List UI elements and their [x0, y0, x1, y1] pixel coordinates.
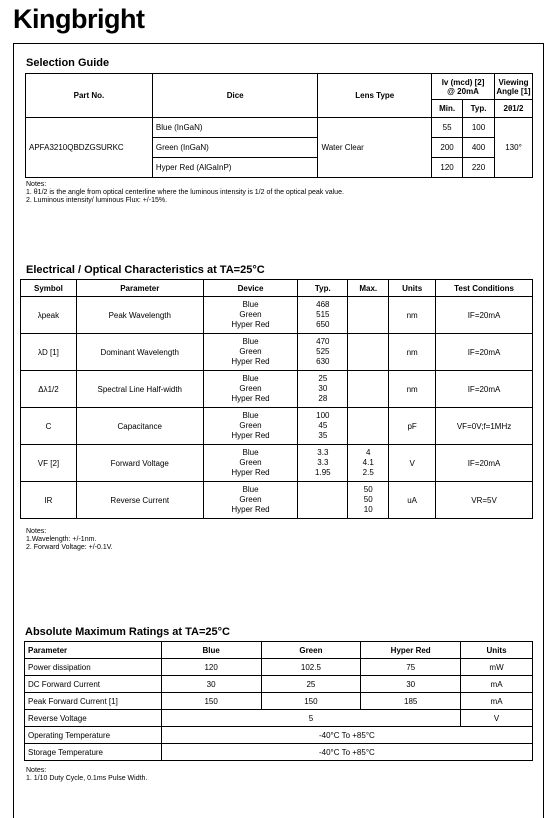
device-cell — [203, 482, 298, 519]
header-iv-line2: @ 20mA — [447, 86, 479, 96]
device-cell-line: Blue — [242, 374, 259, 383]
param-reverse-voltage: Reverse Voltage — [25, 710, 162, 727]
typ-cell-line: 25 — [318, 374, 328, 383]
device-cell-line: Hyper Red — [231, 431, 270, 440]
device-cell-line: Green — [239, 310, 262, 319]
typ-cell-line: 630 — [316, 357, 330, 366]
max-cell — [348, 482, 389, 519]
note-line: 2. Forward Voltage: +/-0.1V. — [26, 544, 113, 551]
device-cell-line: Green — [239, 495, 262, 504]
note-line: Notes: — [26, 767, 47, 774]
parameter-cell: Capacitance — [76, 408, 203, 445]
device-cell — [203, 334, 298, 371]
header-view-sub: 2θ1/2 — [494, 100, 532, 118]
max-cell-line: 50 — [363, 495, 373, 504]
dice-cell: Hyper Red (AlGaInP) — [152, 158, 318, 178]
device-cell — [203, 297, 298, 334]
device-cell-line: Green — [239, 384, 262, 393]
value-green: 102.5 — [261, 659, 361, 676]
symbol-cell: C — [21, 408, 77, 445]
value-span: 5 — [161, 710, 460, 727]
typ-cell-line: 28 — [318, 394, 328, 403]
max-cell-line: 4 — [366, 448, 371, 457]
value-hyper-red: 185 — [361, 693, 461, 710]
device-cell-line: Hyper Red — [231, 320, 270, 329]
typ-cell-line: 35 — [318, 431, 328, 440]
part-number: APFA3210QBDZGSURKC — [26, 118, 153, 178]
max-cell-line: 2.5 — [362, 468, 374, 477]
iv-min-cell: 120 — [432, 158, 463, 178]
symbol-cell: VF [2] — [21, 445, 77, 482]
value-span-all: -40°C To +85°C — [161, 727, 532, 744]
typ-cell-line: 3.3 — [317, 458, 329, 467]
max-cell-line: 4.1 — [362, 458, 374, 467]
typ-cell-line: 45 — [318, 421, 328, 430]
device-cell-line: Blue — [242, 448, 259, 457]
device-cell-line: Blue — [242, 300, 259, 309]
max-cell — [348, 334, 389, 371]
header-device: Device — [203, 280, 298, 297]
header-test-conditions: Test Conditions — [436, 280, 533, 297]
test-condition-cell: IF=20mA — [436, 445, 533, 482]
header-units: Units — [389, 280, 436, 297]
header-view-line1: Viewing — [498, 77, 529, 87]
absolute-notes — [26, 767, 147, 783]
header-lens-type: Lens Type — [318, 74, 432, 118]
selection-notes — [26, 181, 344, 205]
device-cell-line: Green — [239, 421, 262, 430]
value-hyper-red: 75 — [361, 659, 461, 676]
electrical-row — [21, 297, 533, 334]
device-cell-line: Hyper Red — [231, 357, 270, 366]
header-green: Green — [261, 642, 361, 659]
typ-cell — [298, 334, 348, 371]
iv-min-cell: 200 — [432, 138, 463, 158]
value-hyper-red: 30 — [361, 676, 461, 693]
units-cell: uA — [389, 482, 436, 519]
parameter-cell: Forward Voltage — [76, 445, 203, 482]
note-line: 1. 1/10 Duty Cycle, 0.1ms Pulse Width. — [26, 775, 148, 782]
note-line: Notes: — [26, 181, 47, 188]
header-viewing-angle — [494, 74, 532, 100]
typ-cell-line: 100 — [316, 411, 330, 420]
typ-cell-line: 1.95 — [315, 468, 331, 477]
selection-guide-table — [25, 73, 533, 178]
param-peak-forward-current: Peak Forward Current [1] — [25, 693, 162, 710]
max-cell-line: 10 — [363, 505, 373, 514]
device-cell-line: Blue — [242, 411, 259, 420]
header-max: Max. — [348, 280, 389, 297]
max-cell — [348, 371, 389, 408]
param-operating-temperature: Operating Temperature — [25, 727, 162, 744]
device-cell-line: Green — [239, 458, 262, 467]
note-line: 1. θ1/2 is the angle from optical centerline where the luminous intensity is 1/2 of the optical peak value. — [26, 189, 344, 196]
electrical-row — [21, 482, 533, 519]
selection-guide-title: Selection Guide — [26, 57, 110, 69]
units-cell: pF — [389, 408, 436, 445]
value-units: V — [461, 710, 533, 727]
value-blue: 150 — [161, 693, 261, 710]
value-units: mA — [461, 693, 533, 710]
symbol-cell: λD [1] — [21, 334, 77, 371]
parameter-cell: Reverse Current — [76, 482, 203, 519]
iv-typ-cell: 400 — [463, 138, 495, 158]
absolute-table — [24, 641, 533, 761]
max-cell — [348, 408, 389, 445]
parameter-cell: Dominant Wavelength — [76, 334, 203, 371]
value-units: mA — [461, 676, 533, 693]
value-units: mW — [461, 659, 533, 676]
absolute-title: Absolute Maximum Ratings at TA=25°C — [25, 626, 230, 638]
electrical-title: Electrical / Optical Characteristics at TA=25°C — [26, 264, 265, 276]
parameter-cell: Peak Wavelength — [76, 297, 203, 334]
symbol-cell: λpeak — [21, 297, 77, 334]
typ-cell-line: 30 — [318, 384, 328, 393]
value-green: 150 — [261, 693, 361, 710]
param-storage-temperature: Storage Temperature — [25, 744, 162, 761]
symbol-cell: Δλ1/2 — [21, 371, 77, 408]
iv-typ-cell: 220 — [463, 158, 495, 178]
header-iv-line1: Iv (mcd) [2] — [441, 77, 485, 87]
device-cell — [203, 408, 298, 445]
header-iv — [432, 74, 495, 100]
symbol-cell: IR — [21, 482, 77, 519]
electrical-row — [21, 334, 533, 371]
typ-cell — [298, 297, 348, 334]
header-part-no: Part No. — [26, 74, 153, 118]
param-power-dissipation: Power dissipation — [25, 659, 162, 676]
header-blue: Blue — [161, 642, 261, 659]
note-line: Notes: — [26, 528, 47, 535]
dice-cell: Green (InGaN) — [152, 138, 318, 158]
typ-cell-line: 468 — [316, 300, 330, 309]
device-cell-line: Hyper Red — [231, 468, 270, 477]
test-condition-cell: IF=20mA — [436, 334, 533, 371]
viewing-angle: 130° — [494, 118, 532, 178]
header-typ: Typ. — [298, 280, 348, 297]
header-parameter: Parameter — [25, 642, 162, 659]
param-dc-forward-current: DC Forward Current — [25, 676, 162, 693]
value-green: 25 — [261, 676, 361, 693]
header-units: Units — [461, 642, 533, 659]
value-span-all: -40°C To +85°C — [161, 744, 532, 761]
units-cell: nm — [389, 334, 436, 371]
device-cell-line: Blue — [242, 337, 259, 346]
header-view-line2: Angle [1] — [496, 86, 531, 96]
device-cell — [203, 445, 298, 482]
header-symbol: Symbol — [21, 280, 77, 297]
test-condition-cell: VF=0V;f=1MHz — [436, 408, 533, 445]
max-cell — [348, 445, 389, 482]
value-blue: 30 — [161, 676, 261, 693]
max-cell-line: 50 — [363, 485, 373, 494]
device-cell-line: Blue — [242, 485, 259, 494]
device-cell-line: Hyper Red — [231, 394, 270, 403]
device-cell-line: Hyper Red — [231, 505, 270, 514]
note-line: 2. Luminous intensity/ luminous Flux: +/-15%. — [26, 197, 168, 204]
electrical-table — [20, 279, 533, 519]
device-cell-line: Green — [239, 347, 262, 356]
iv-min-cell: 55 — [432, 118, 463, 138]
units-cell: V — [389, 445, 436, 482]
units-cell: nm — [389, 371, 436, 408]
typ-cell — [298, 445, 348, 482]
brand-logo: Kingbright — [13, 4, 145, 34]
device-cell — [203, 371, 298, 408]
iv-typ-cell: 100 — [463, 118, 495, 138]
electrical-row — [21, 445, 533, 482]
dice-cell: Blue (InGaN) — [152, 118, 318, 138]
note-line: 1.Wavelength: +/-1nm. — [26, 536, 97, 543]
typ-cell-line: 3.3 — [317, 448, 329, 457]
test-condition-cell: IF=20mA — [436, 371, 533, 408]
units-cell: nm — [389, 297, 436, 334]
typ-cell — [298, 482, 348, 519]
typ-cell — [298, 408, 348, 445]
parameter-cell: Spectral Line Half-width — [76, 371, 203, 408]
value-blue: 120 — [161, 659, 261, 676]
typ-cell-line: 650 — [316, 320, 330, 329]
header-iv-min: Min. — [432, 100, 463, 118]
test-condition-cell: VR=5V — [436, 482, 533, 519]
typ-cell-line: 470 — [316, 337, 330, 346]
electrical-row — [21, 408, 533, 445]
max-cell — [348, 297, 389, 334]
typ-cell-line: 515 — [316, 310, 330, 319]
electrical-row — [21, 371, 533, 408]
header-dice: Dice — [152, 74, 318, 118]
header-hyper-red: Hyper Red — [361, 642, 461, 659]
typ-cell — [298, 371, 348, 408]
typ-cell-line: 525 — [316, 347, 330, 356]
header-parameter: Parameter — [76, 280, 203, 297]
lens-type: Water Clear — [318, 118, 432, 178]
electrical-notes — [26, 528, 113, 552]
test-condition-cell: IF=20mA — [436, 297, 533, 334]
header-iv-typ: Typ. — [463, 100, 495, 118]
